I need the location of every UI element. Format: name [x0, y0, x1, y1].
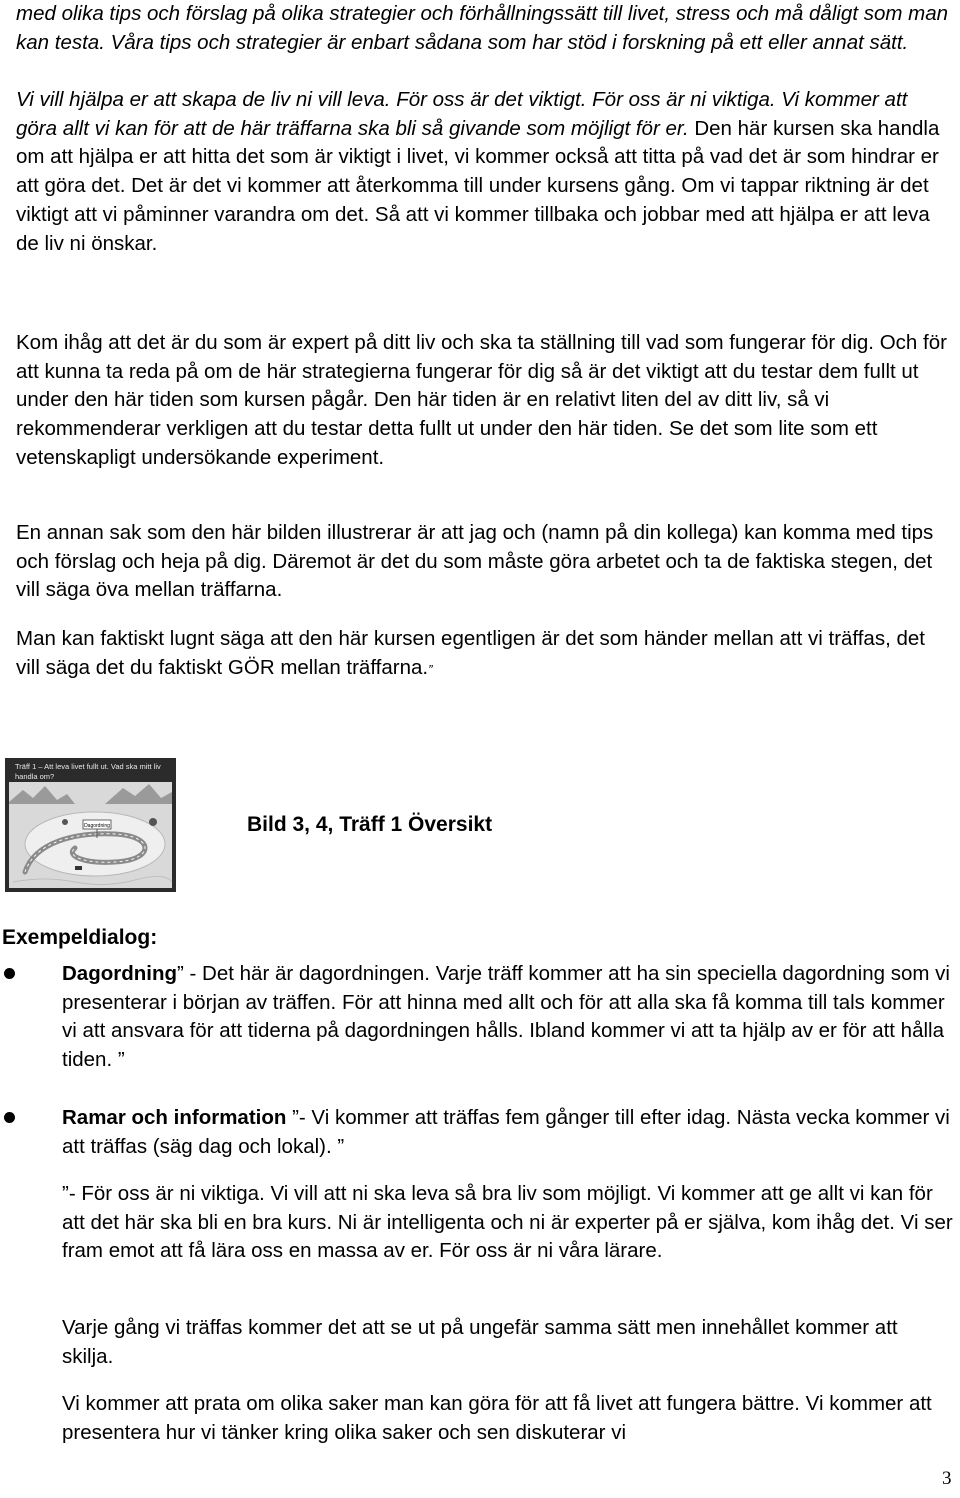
bullet-dagordning: [62, 960, 954, 1075]
landmark-dot-left: [62, 819, 68, 825]
slide-illustration: [5, 782, 176, 892]
page-number: 3: [942, 1468, 952, 1489]
ramar-label: Ramar och information: [62, 1106, 287, 1129]
figure-caption: Bild 3, 4, Träff 1 Översikt: [247, 813, 493, 836]
car: [75, 866, 82, 870]
ramar-paragraph-2: ”- För oss är ni viktiga. Vi vill att ni ska leva så bra liv som möjligt. Vi kommer att ge allt vi kan för att det här ska bli en bra kurs. Ni är intelligenta och ni är experter på er själva, kom ihåg det. Vi ser fram emot att få lära oss en massa av er. För oss är ni våra lärare.: [62, 1182, 953, 1263]
bullet-marker-2: [4, 1112, 15, 1123]
bullet-ramar: [62, 1104, 954, 1161]
intro-paragraph-2-rest: Den här kursen ska handla om att hjälpa er att hitta det som är viktigt i livet, vi kommer också att titta på vad det är som hindrar er att göra det. Det är det vi kommer att återkomma till under kursens gång. Om vi tappar riktning är det viktigt att vi påminner varandra om det. Så att vi kommer tillbaka och jobbar med att hjälpa er att leva de liv ni önskar.: [16, 116, 940, 255]
slide-title: Träff 1 – Att leva livet fullt ut. Vad ska mitt liv handla om?: [15, 762, 161, 781]
sign-label: Dagordning: [84, 823, 110, 829]
dagordning-label: Dagordning: [62, 962, 178, 985]
ramar-paragraph-3: Varje gång vi träffas kommer det att se ut på ungefär samma sätt men innehållet kommer att skilja.: [62, 1316, 898, 1368]
ramar-paragraph-4: Vi kommer att prata om olika saker man kan göra för att få livet att fungera bättre. Vi kommer att presentera hur vi tänker kring olika saker och sen diskuterar vi: [62, 1392, 932, 1444]
ramar-text: ”- Vi kommer att träffas fem gånger till efter idag. Nästa vecka kommer vi att träffas (säg dag och lokal). ”: [62, 1106, 950, 1158]
dagordning-text: ” - Det här är dagordningen. Varje träff kommer att ha sin speciella dagordning som vi presenterar i början av träffen. För att hinna med allt och för att alla ska få komma till tals kommer vi att ansvara för att tiderna på dagordningen hålls. Ibland kommer vi att ta hjälp av er för att hålla tiden. ”: [62, 962, 950, 1072]
bullet-marker-1: [4, 968, 15, 979]
intro-paragraph-5-text: Man kan faktiskt lugnt säga att den här kursen egentligen är det som händer mellan att vi träffas, det vill säga det du faktiskt GÖR mellan träffarna.: [16, 627, 925, 679]
section-heading: Exempeldialog:: [2, 926, 158, 949]
intro-paragraph-5: [16, 625, 952, 684]
slide-thumbnail: [5, 758, 176, 892]
intro-paragraph-2: [16, 86, 952, 258]
intro-paragraph-4: En annan sak som den här bilden illustrerar är att jag och (namn på din kollega) kan komma med tips och förslag och heja på dig. Däremot är det du som måste göra arbetet och ta de faktiska stegen, det vill säga öva mellan träffarna.: [16, 521, 934, 602]
closing-quote: ”: [428, 661, 433, 677]
intro-paragraph-1: med olika tips och förslag på olika strategier och förhållningssätt till livet, stress och må dåligt som man kan testa. Våra tips och strategier är enbart sådana som har stöd i forskning på ett eller annat sätt.: [16, 2, 949, 54]
landmark-dot-right: [149, 818, 157, 826]
intro-paragraph-3: Kom ihåg att det är du som är expert på ditt liv och ska ta ställning till vad som fungerar för dig. Och för att kunna ta reda på om de här strategierna fungerar för dig så är det viktigt att du testar dem fullt ut under den här tiden som kursen pågår. Den här tiden är en relativt liten del av ditt liv, så vi rekommenderar verkligen att du testar detta fullt ut under den här tiden. Se det som lite som ett vetenskapligt undersökande experiment.: [16, 331, 947, 469]
intro-paragraph-2-italic: Vi vill hjälpa er att skapa de liv ni vill leva. För oss är det viktigt. För oss är ni viktiga. Vi kommer att göra allt vi kan för att de här träffarna ska bli så givande som möjligt för er.: [16, 88, 908, 140]
